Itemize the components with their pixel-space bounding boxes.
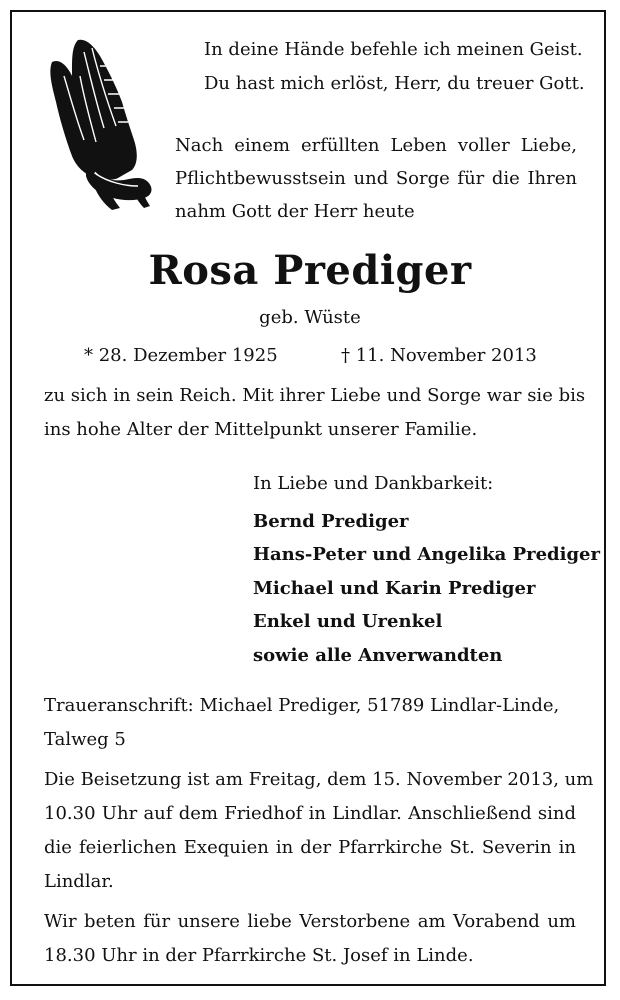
- vigil-line-1: Wir beten für unsere liebe Verstorbene am Vorabend um: [44, 911, 576, 932]
- address-line-2: Talweg 5: [44, 729, 126, 750]
- intro-line-2: Pflichtbewusstsein und Sorge für die Ihren: [175, 168, 577, 189]
- burial-line-1: Die Beisetzung ist am Freitag, dem 15. November 2013, um: [44, 769, 594, 790]
- tribute-line-2: ins hohe Alter der Mittelpunkt unserer Familie.: [44, 419, 478, 440]
- verse-line-1: In deine Hände befehle ich meinen Geist.: [204, 39, 583, 60]
- mourner-name: Enkel und Urenkel: [253, 611, 443, 632]
- intro-line-1: Nach einem erfüllten Leben voller Liebe,: [175, 135, 577, 156]
- deceased-name: Rosa Prediger: [148, 247, 472, 294]
- burial-line-3: die feierlichen Exequien in der Pfarrkirche St. Severin in: [44, 837, 576, 858]
- mourner-name: Michael und Karin Prediger: [253, 578, 536, 599]
- verse-line-2: Du hast mich erlöst, Herr, du treuer Gott.: [204, 73, 585, 94]
- mourners-intro: In Liebe und Dankbarkeit:: [253, 473, 494, 494]
- burial-line-2: 10.30 Uhr auf dem Friedhof in Lindlar. Anschließend sind: [44, 803, 576, 824]
- address-line-1: Traueranschrift: Michael Prediger, 51789 Lindlar-Linde,: [44, 695, 560, 716]
- birth-date: * 28. Dezember 1925: [84, 345, 278, 366]
- death-date: † 11. November 2013: [341, 345, 537, 366]
- mourner-name: Bernd Prediger: [253, 511, 409, 532]
- mourner-name: sowie alle Anverwandten: [253, 645, 503, 666]
- mourner-name: Hans-Peter und Angelika Prediger: [253, 544, 600, 565]
- praying-hands-icon: [34, 36, 158, 212]
- burial-line-4: Lindlar.: [44, 871, 114, 892]
- vigil-line-2: 18.30 Uhr in der Pfarrkirche St. Josef in Linde.: [44, 945, 474, 966]
- intro-line-3: nahm Gott der Herr heute: [175, 201, 415, 222]
- tribute-line-1: zu sich in sein Reich. Mit ihrer Liebe und Sorge war sie bis: [44, 385, 586, 406]
- maiden-name: geb. Wüste: [259, 307, 361, 328]
